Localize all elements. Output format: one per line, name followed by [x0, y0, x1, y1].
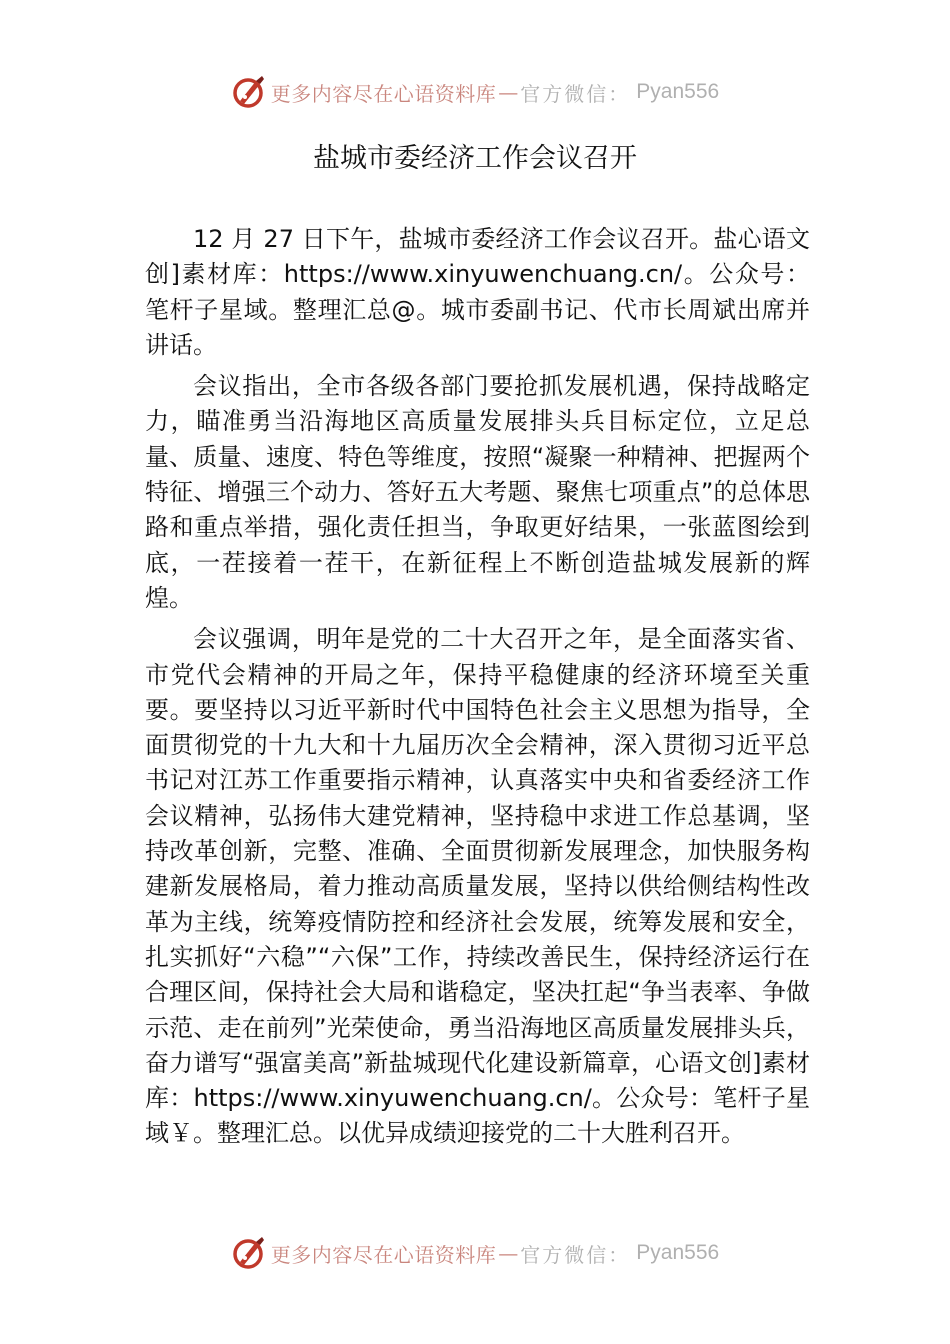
document-body [145, 222, 810, 1158]
watermark-slogan: 更多内容尽在心语资料库 [270, 1242, 497, 1267]
pen-nib-seal-icon [231, 1235, 267, 1271]
watermark-slogan: 更多内容尽在心语资料库 [270, 81, 497, 106]
document-title: 盐城市委经济工作会议召开 [313, 143, 637, 174]
watermark-separator: — [498, 80, 519, 104]
pen-nib-seal-icon [231, 74, 267, 110]
watermark-wechat-id: Pyan556 [636, 80, 720, 103]
watermark-wechat-label: 官方微信： [520, 1242, 631, 1267]
footer-watermark [0, 1231, 950, 1275]
header-watermark [0, 70, 950, 114]
watermark-separator: — [498, 1241, 519, 1265]
watermark-wechat-label: 官方微信： [520, 81, 631, 106]
watermark-wechat-id: Pyan556 [636, 1241, 720, 1264]
paragraph: 会议强调，明年是党的二十大召开之年，是全面落实省、市党代会精神的开局之年，保持平稳健康的经济环境至关重要。要坚持以习近平新时代中国特色社会主义思想为指导，全面贯彻党的十九大和十九届历次全会精神，深入贯彻习近平总书记对江苏工作重要指示精神，认真落实中央和省委经济工作会议精神，弘扬伟大建党精神，坚持稳中求进工作总基调，坚持改革创新，完整、准确、全面贯彻新发展理念，加快服务构建新发展格局，着力推动高质量发展，坚持以供给侧结构性改革为主线，统筹疫情防控和经济社会发展，统筹发展和安全，扎实抓好“六稳”“六保”工作，持续改善民生，保持经济运行在合理区间，保持社会大局和谐稳定，坚决扛起“争当表率、争做示范、走在前列”光荣使命，勇当沿海地区高质量发展排头兵，奋力谱写“强富美高”新盐城现代化建设新篇章，心语文创]素材库：https://www.xinyuwenchuang.cn/。公众号：笔杆子星域￥。整理汇总。以优异成绩迎接党的二十大胜利召开。 [145, 625, 810, 1148]
paragraph: 12 月 27 日下午，盐城市委经济工作会议召开。盐心语文创]素材库：https://www.xinyuwenchuang.cn/。公众号：笔杆子星域。整理汇总@。城市委副书记、代市长周斌出席并讲话。 [145, 225, 810, 359]
paragraph: 会议指出，全市各级各部门要抢抓发展机遇，保持战略定力，瞄准勇当沿海地区高质量发展排头兵目标定位，立足总量、质量、速度、特色等维度，按照“凝聚一种精神、把握两个特征、增强三个动力、答好五大考题、聚焦七项重点”的总体思路和重点举措，强化责任担当，争取更好结果，一张蓝图绘到底，一茬接着一茬干，在新征程上不断创造盐城发展新的辉煌。 [145, 372, 810, 612]
